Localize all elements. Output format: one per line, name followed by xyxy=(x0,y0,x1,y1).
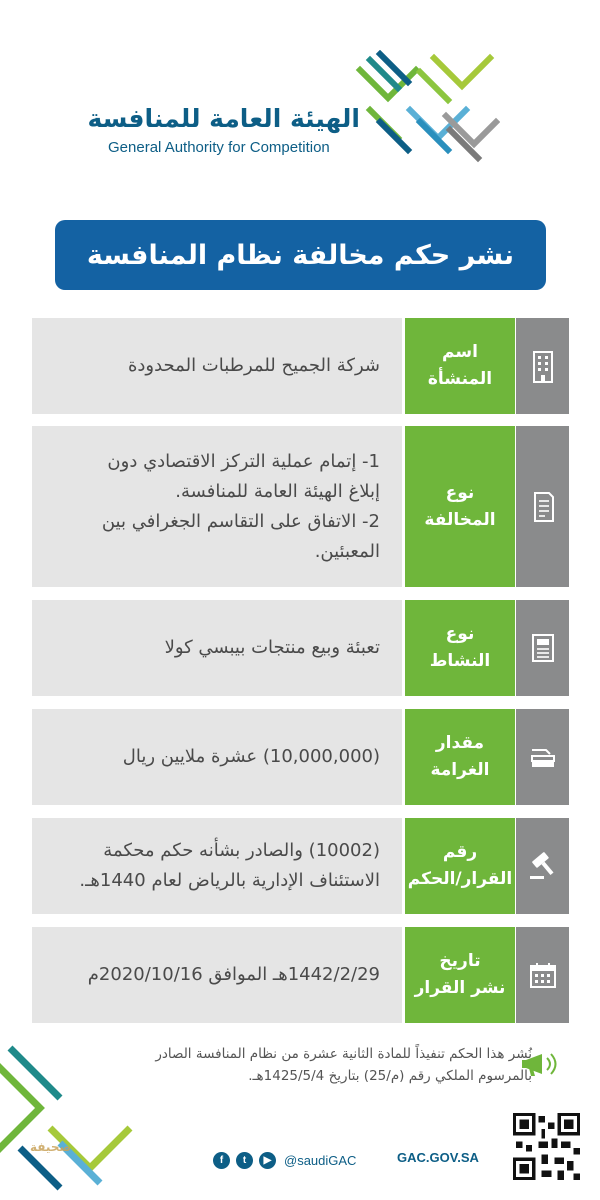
gac-logo-mark xyxy=(350,50,500,175)
building-icon xyxy=(531,349,555,383)
youtube-icon[interactable]: ▶ xyxy=(259,1152,276,1169)
row-value-line: الاستئناف الإدارية بالرياض لعام 1440هـ. xyxy=(79,870,380,891)
row-content xyxy=(32,318,402,414)
row-content xyxy=(32,600,402,696)
row-label-text: نوع النشاط xyxy=(429,624,491,671)
row-icon-box xyxy=(516,426,569,587)
social-links xyxy=(213,1150,356,1170)
website-link[interactable]: GAC.GOV.SA xyxy=(397,1150,479,1165)
row-icon-box xyxy=(516,709,569,805)
footnote-line: بالمرسوم الملكي رقم (م/25) بتاريخ 1425/5/4هـ. xyxy=(248,1068,532,1084)
row-activity-type xyxy=(32,600,569,696)
money-icon xyxy=(528,744,558,770)
row-content xyxy=(32,818,402,914)
document-icon xyxy=(530,491,556,523)
row-establishment-name xyxy=(32,318,569,414)
row-value-line: 2- الاتفاق على التقاسم الجغرافي بين xyxy=(101,510,380,532)
row-label xyxy=(405,818,515,914)
row-value-line: تعبئة وبيع منتجات بيبسي كولا xyxy=(164,637,380,658)
row-label xyxy=(405,927,515,1023)
row-label-text: نوع المخالفة xyxy=(424,482,496,530)
row-label xyxy=(405,600,515,696)
row-label-text: مقدار الغرامة xyxy=(430,733,490,780)
page-title: نشر حكم مخالفة نظام المنافسة xyxy=(86,239,515,271)
row-icon-box xyxy=(516,818,569,914)
row-icon-box xyxy=(516,600,569,696)
row-label xyxy=(405,709,515,805)
row-content xyxy=(32,709,402,805)
social-handle[interactable]: @saudiGAC xyxy=(284,1152,357,1168)
row-publication-date xyxy=(32,927,569,1023)
decorative-chevrons xyxy=(0,1028,160,1200)
newspaper-icon xyxy=(531,633,555,663)
row-value-line: إبلاغ الهيئة العامة للمنافسة. xyxy=(175,480,380,502)
org-name-english: General Authority for Competition xyxy=(108,139,330,156)
row-label xyxy=(405,426,515,587)
row-fine-amount xyxy=(32,709,569,805)
facebook-icon[interactable]: f xyxy=(213,1152,230,1169)
row-value-line: 1- إتمام عملية التركز الاقتصادي دون xyxy=(107,450,380,472)
row-value-line: (10002) والصادر بشأنه حكم محكمة xyxy=(103,840,380,861)
row-value-line: (10,000,000) عشرة ملايين ريال xyxy=(122,746,380,767)
row-label-text: رقم القرار/الحكم xyxy=(407,842,513,889)
title-banner xyxy=(55,220,546,290)
footnote-line: نُشر هذا الحكم تنفيذاً للمادة الثانية عشرة من نظام المنافسة الصادر xyxy=(155,1046,532,1062)
row-label-text: تاريخ نشر القرار xyxy=(414,951,506,998)
row-label xyxy=(405,318,515,414)
row-violation-type xyxy=(32,426,569,587)
row-content xyxy=(32,426,402,587)
gavel-icon xyxy=(528,851,558,881)
org-name-arabic: الهيئة العامة للمنافسة xyxy=(87,104,360,133)
row-icon-box xyxy=(516,318,569,414)
row-icon-box xyxy=(516,927,569,1023)
qr-code-icon xyxy=(513,1113,580,1180)
watermark-text: صحيفة xyxy=(30,1140,72,1154)
row-content xyxy=(32,927,402,1023)
row-value-line: 1442/2/29هـ الموافق 2020/10/16م xyxy=(87,964,380,985)
row-label-text: اسم المنشأة xyxy=(427,342,493,389)
twitter-icon[interactable]: t xyxy=(236,1152,253,1169)
row-value-line: المعبئين. xyxy=(314,540,380,562)
row-decision-number xyxy=(32,818,569,914)
row-value-line: شركة الجميح للمرطبات المحدودة xyxy=(127,355,380,376)
calendar-icon xyxy=(529,961,557,989)
